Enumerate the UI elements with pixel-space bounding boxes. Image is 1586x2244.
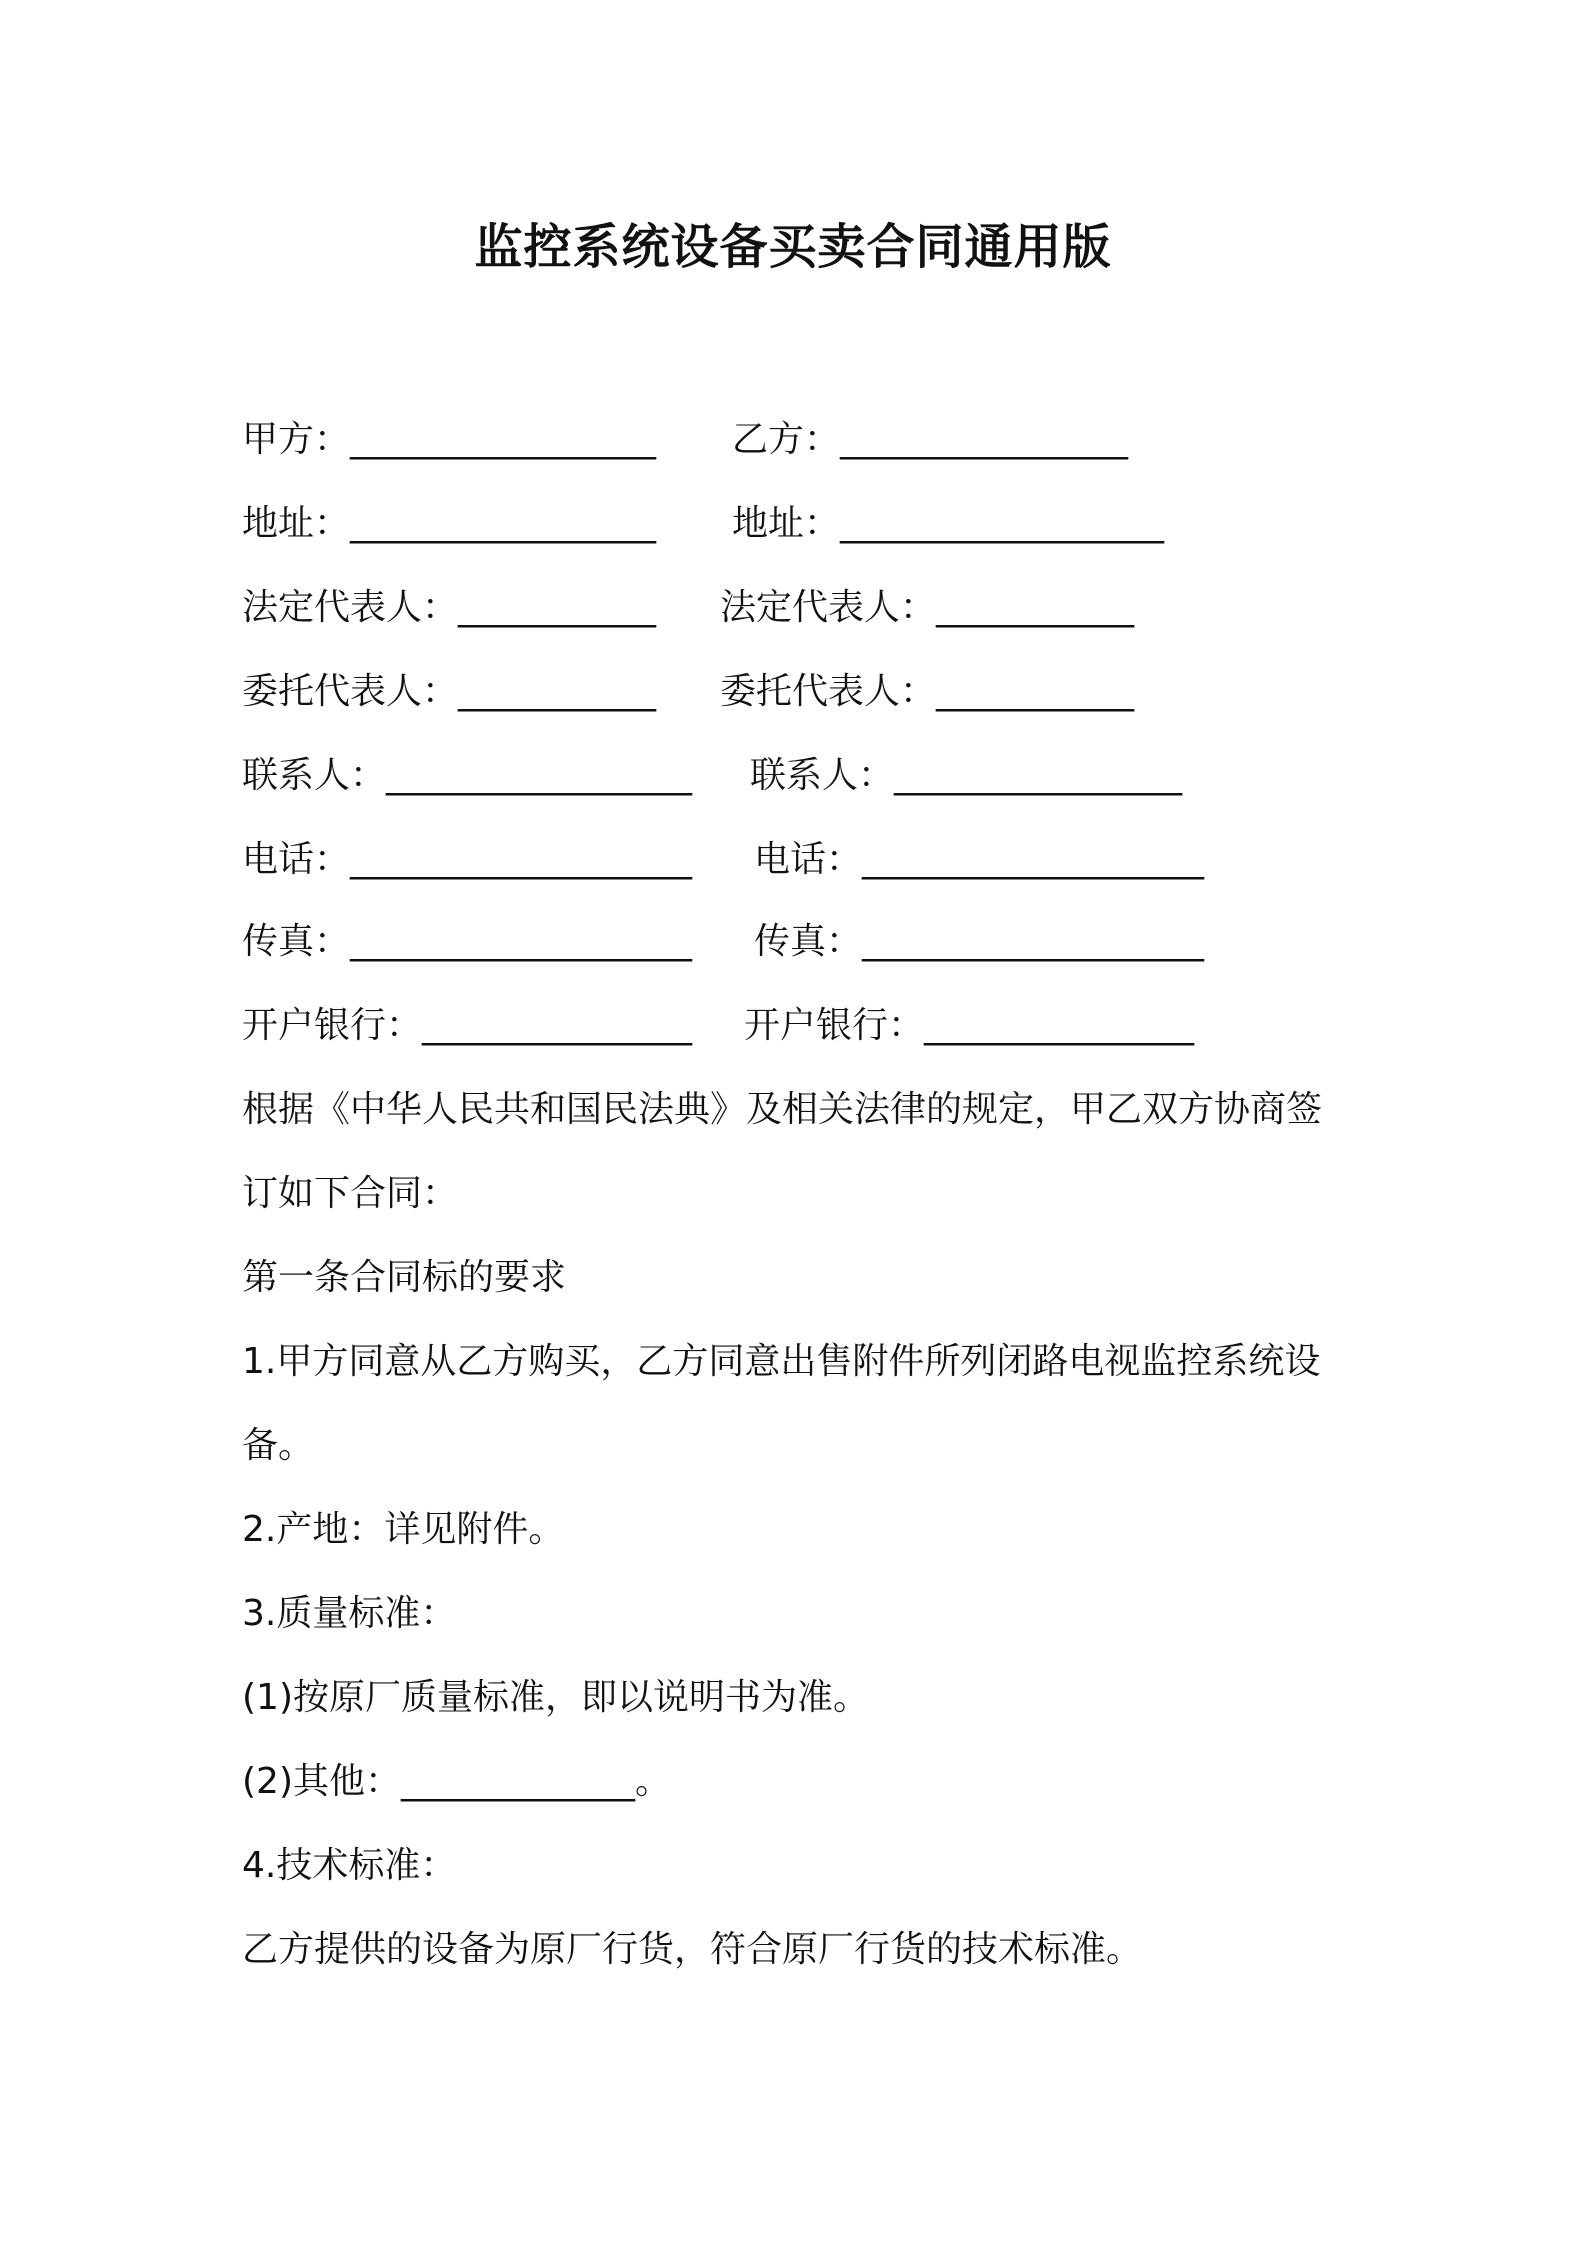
intro-paragraph-line1: 根据《中华人民共和国民法典》及相关法律的规定，甲乙双方协商签 — [242, 1089, 1323, 1130]
party-a-name: 甲方：_________________ — [242, 419, 657, 460]
party-a-phone: 电话：___________________ — [242, 839, 693, 880]
item-4-tech-text: 乙方提供的设备为原厂行货，符合原厂行货的技术标准。 — [242, 1929, 1143, 1970]
party-row-legal-rep — [242, 578, 1392, 638]
item-1-line2: 备。 — [242, 1425, 315, 1466]
party-b-fax: 传真：___________________ — [754, 921, 1205, 962]
party-row-phone — [242, 830, 1392, 890]
party-b-phone: 电话：___________________ — [754, 839, 1205, 880]
party-row-authorized-rep — [242, 662, 1392, 722]
party-a-fax: 传真：___________________ — [242, 921, 693, 962]
document-title: 监控系统设备买卖合同通用版 — [474, 219, 1112, 275]
party-b-legal-rep: 法定代表人：___________ — [720, 587, 1135, 628]
party-b-name: 乙方：________________ — [732, 419, 1129, 460]
party-b-authorized-rep: 委托代表人：___________ — [720, 671, 1135, 712]
item-3-sub1: (1)按原厂质量标准，即以说明书为准。 — [242, 1677, 869, 1718]
item-2-origin: 2.产地：详见附件。 — [242, 1509, 565, 1550]
item-3-quality-heading: 3.质量标准： — [242, 1593, 457, 1634]
party-b-bank: 开户银行：_______________ — [744, 1005, 1195, 1046]
party-row-name — [242, 410, 1392, 470]
intro-paragraph-line2: 订如下合同： — [242, 1173, 459, 1214]
party-row-fax — [242, 912, 1392, 972]
article-1-heading: 第一条合同标的要求 — [242, 1257, 567, 1298]
party-row-contact — [242, 746, 1392, 806]
party-a-contact: 联系人：_________________ — [242, 755, 693, 796]
item-4-tech-heading: 4.技术标准： — [242, 1845, 457, 1886]
party-a-authorized-rep: 委托代表人：___________ — [242, 671, 657, 712]
party-a-address: 地址：_________________ — [242, 503, 657, 544]
party-row-bank — [242, 996, 1392, 1056]
party-a-legal-rep: 法定代表人：___________ — [242, 587, 657, 628]
party-b-contact: 联系人：________________ — [750, 755, 1183, 796]
item-1-line1: 1.甲方同意从乙方购买，乙方同意出售附件所列闭路电视监控系统设 — [242, 1341, 1321, 1382]
party-a-bank: 开户银行：_______________ — [242, 1005, 693, 1046]
party-b-address: 地址：__________________ — [732, 503, 1165, 544]
item-3-sub2: (2)其他：_____________。 — [242, 1761, 671, 1802]
party-row-address — [242, 494, 1392, 554]
